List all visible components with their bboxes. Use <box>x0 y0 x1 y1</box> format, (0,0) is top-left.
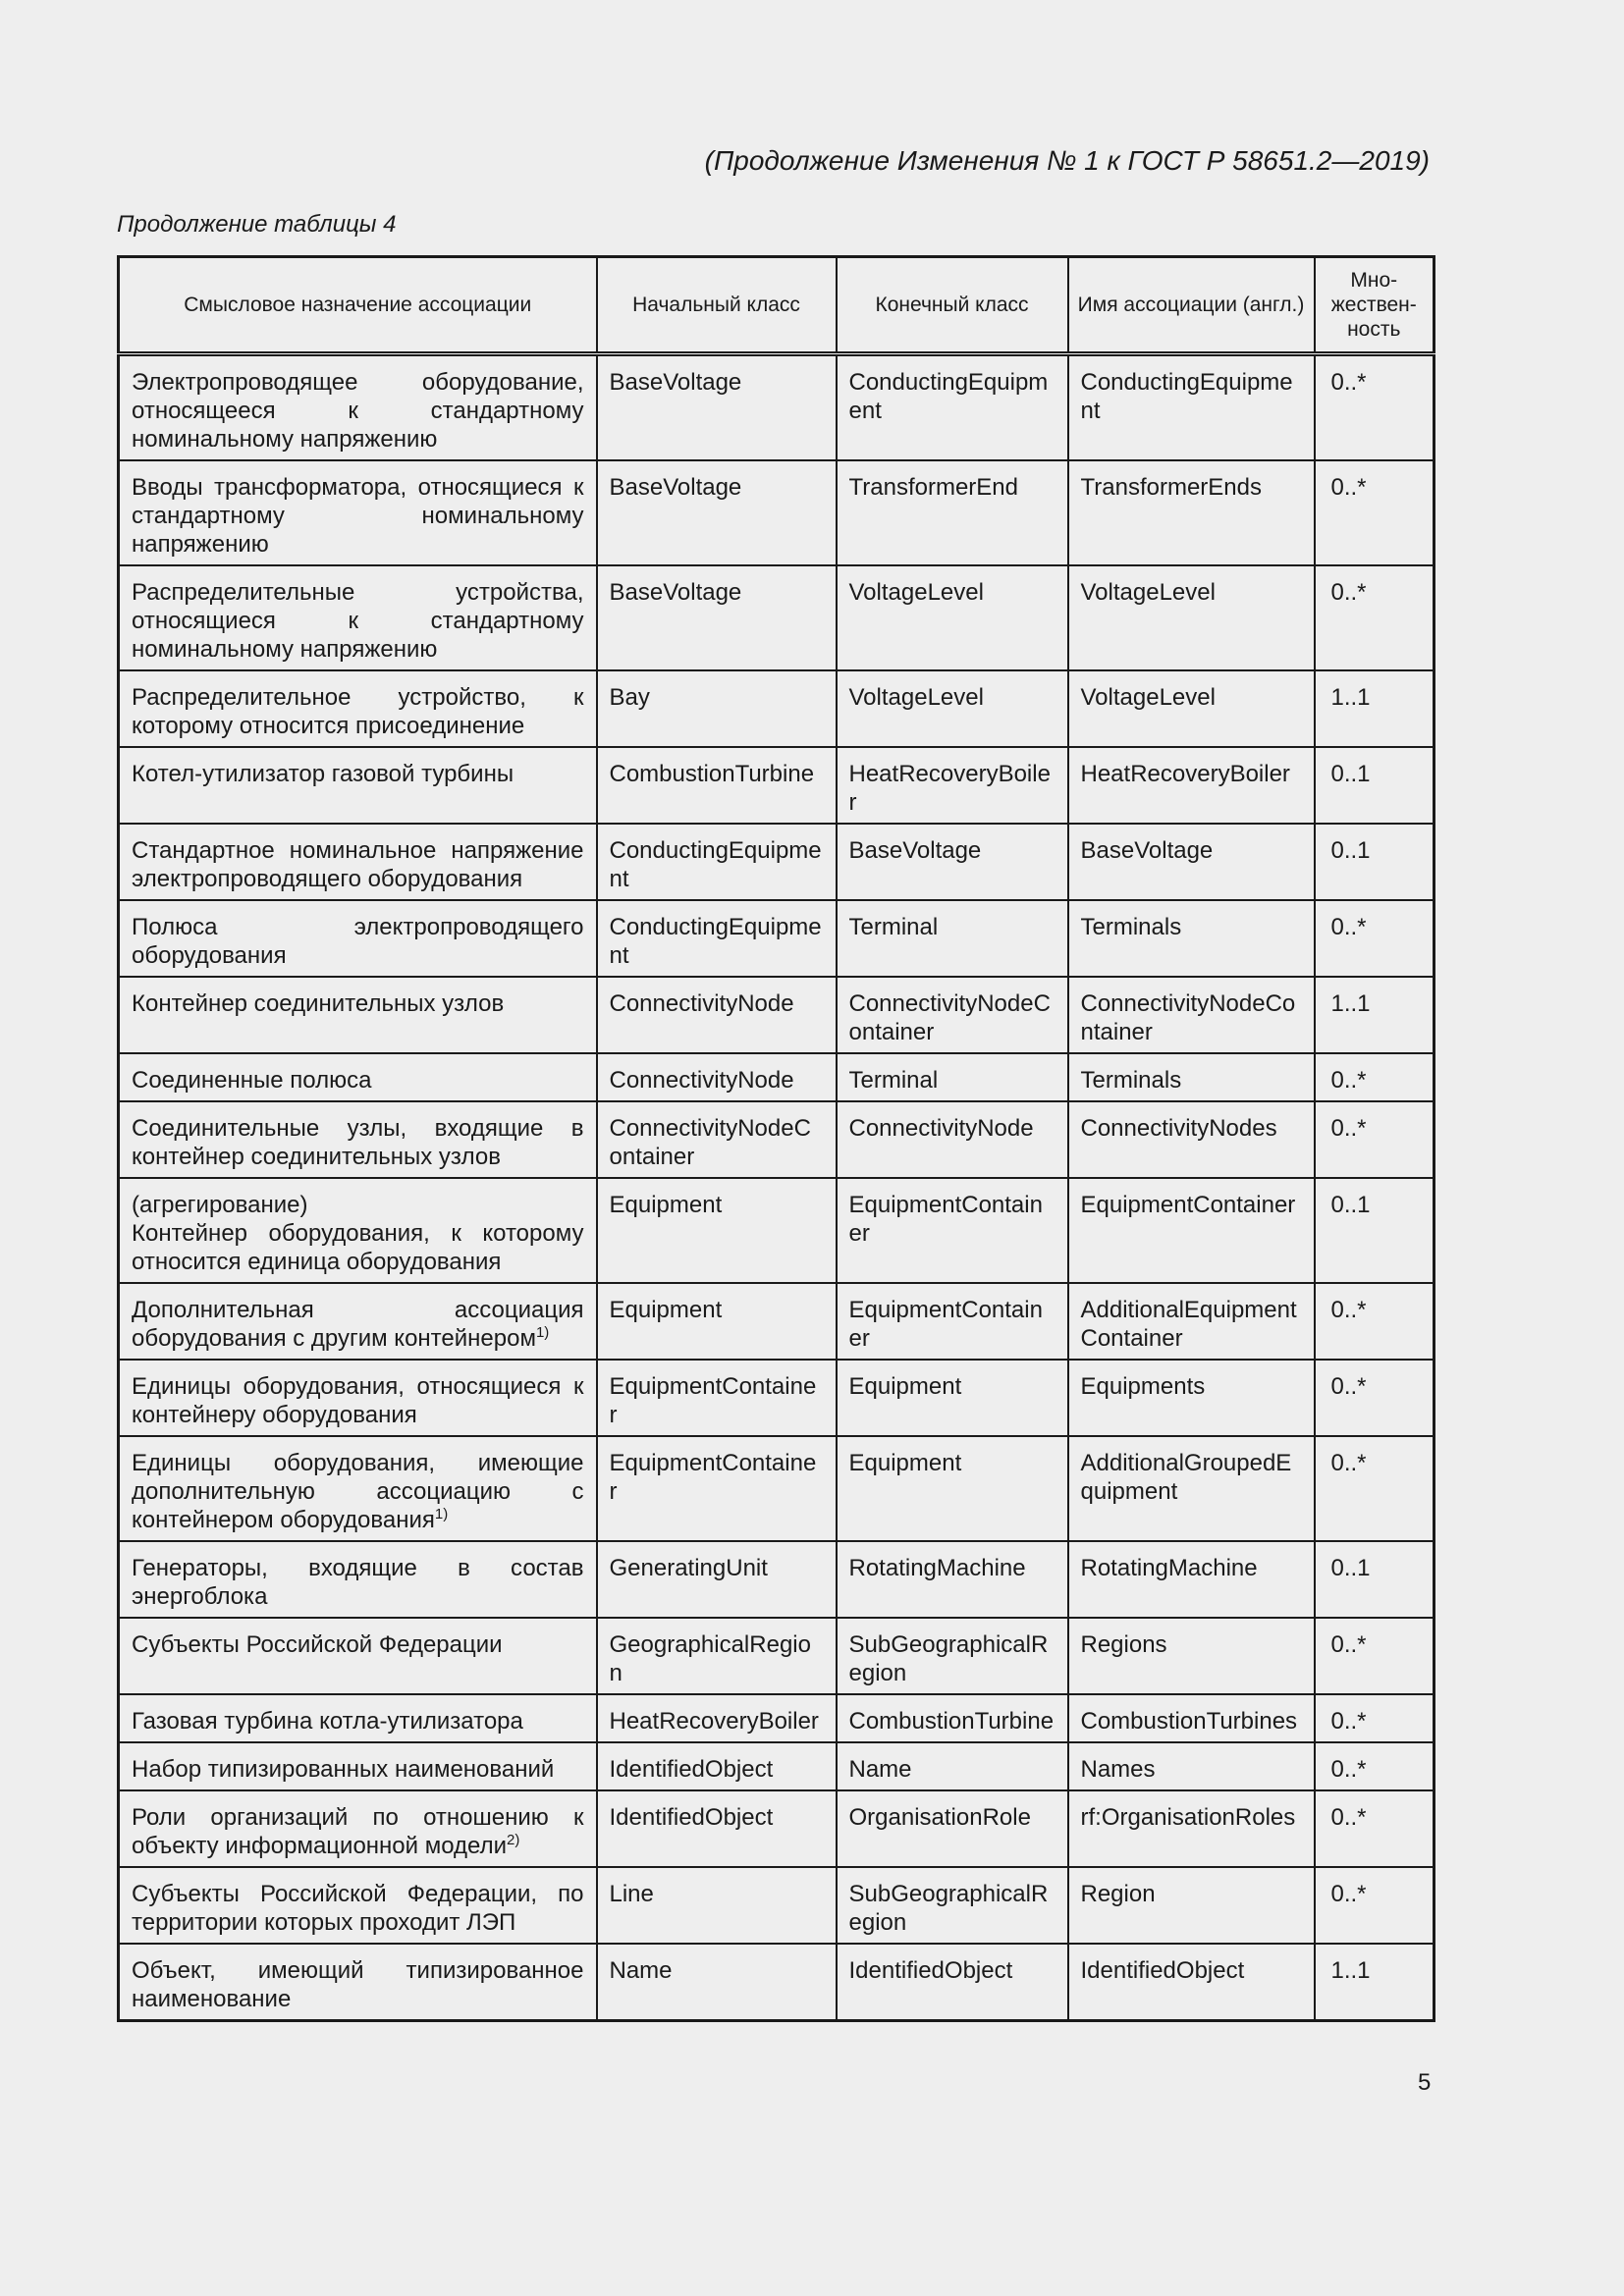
cell-association-name: ConductingEquipment <box>1068 354 1315 461</box>
cell-multiplicity: 0..1 <box>1315 1541 1435 1618</box>
purpose-text: Распределительные устройства, относящиеся к стандартному номинальному напряжению <box>132 579 584 663</box>
cell-multiplicity: 0..* <box>1315 1101 1435 1178</box>
table-row <box>119 670 1435 747</box>
cell-from-class: Bay <box>597 670 837 747</box>
cell-from-class: ConductingEquipment <box>597 900 837 977</box>
table-row <box>119 460 1435 565</box>
table-row <box>119 1178 1435 1283</box>
cell-multiplicity: 0..* <box>1315 1618 1435 1694</box>
cell-to-class: Equipment <box>837 1360 1068 1436</box>
table-row <box>119 1541 1435 1618</box>
cell-from-class: EquipmentContainer <box>597 1436 837 1541</box>
purpose-text: Дополнительная ассоциация оборудования с другим контейнером <box>132 1297 584 1352</box>
cell-multiplicity: 1..1 <box>1315 977 1435 1053</box>
cell-association-name: HeatRecoveryBoiler <box>1068 747 1315 824</box>
cell-from-class: BaseVoltage <box>597 354 837 461</box>
cell-from-class: Equipment <box>597 1178 837 1283</box>
cell-to-class: Name <box>837 1742 1068 1790</box>
purpose-text: Соединительные узлы, входящие в контейнер соединительных узлов <box>132 1115 584 1170</box>
cell-multiplicity: 1..1 <box>1315 670 1435 747</box>
cell-to-class: Equipment <box>837 1436 1068 1541</box>
cell-multiplicity: 0..* <box>1315 1867 1435 1944</box>
cell-association-name: AdditionalGroupedEquipment <box>1068 1436 1315 1541</box>
cell-association-name: Terminals <box>1068 900 1315 977</box>
cell-to-class: IdentifiedObject <box>837 1944 1068 2021</box>
cell-association-name: Equipments <box>1068 1360 1315 1436</box>
cell-purpose <box>119 1944 597 2021</box>
table-row <box>119 1742 1435 1790</box>
cell-from-class: Equipment <box>597 1283 837 1360</box>
cell-multiplicity: 0..1 <box>1315 747 1435 824</box>
cell-from-class: HeatRecoveryBoiler <box>597 1694 837 1742</box>
cell-to-class: HeatRecoveryBoiler <box>837 747 1068 824</box>
cell-association-name: ConnectivityNodes <box>1068 1101 1315 1178</box>
purpose-text: Стандартное номинальное напряжение электропроводящего оборудования <box>132 837 584 892</box>
cell-multiplicity: 0..* <box>1315 1283 1435 1360</box>
cell-from-class: EquipmentContainer <box>597 1360 837 1436</box>
cell-purpose <box>119 747 597 824</box>
cell-association-name: RotatingMachine <box>1068 1541 1315 1618</box>
footnote-marker: 1) <box>535 1324 550 1341</box>
cell-to-class: TransformerEnd <box>837 460 1068 565</box>
cell-purpose <box>119 1101 597 1178</box>
cell-from-class: Line <box>597 1867 837 1944</box>
table-header-row <box>119 257 1435 354</box>
table-row <box>119 354 1435 461</box>
cell-purpose <box>119 1360 597 1436</box>
purpose-text: Контейнер соединительных узлов <box>132 990 505 1017</box>
cell-to-class: OrganisationRole <box>837 1790 1068 1867</box>
table-row <box>119 1790 1435 1867</box>
cell-multiplicity: 0..1 <box>1315 824 1435 900</box>
column-header-multiplicity: Мно-жествен-ность <box>1315 257 1435 354</box>
cell-association-name: Terminals <box>1068 1053 1315 1101</box>
footnote-marker: 1) <box>434 1506 449 1522</box>
cell-multiplicity: 0..* <box>1315 1742 1435 1790</box>
cell-purpose <box>119 1541 597 1618</box>
cell-association-name: rf:OrganisationRoles <box>1068 1790 1315 1867</box>
cell-association-name: VoltageLevel <box>1068 670 1315 747</box>
cell-purpose <box>119 1178 597 1283</box>
cell-multiplicity: 0..* <box>1315 1790 1435 1867</box>
purpose-text: Распределительное устройство, к которому относится присоединение <box>132 684 584 739</box>
cell-purpose <box>119 1053 597 1101</box>
table-row <box>119 1867 1435 1944</box>
cell-association-name: IdentifiedObject <box>1068 1944 1315 2021</box>
purpose-text: Генераторы, входящие в состав энергоблока <box>132 1555 584 1610</box>
cell-from-class: ConnectivityNode <box>597 977 837 1053</box>
column-header-to-class: Конечный класс <box>837 257 1068 354</box>
cell-from-class: ConductingEquipment <box>597 824 837 900</box>
purpose-text: Вводы трансформатора, относящиеся к стандартному номинальному напряжению <box>132 474 584 558</box>
cell-purpose <box>119 1742 597 1790</box>
cell-to-class: ConductingEquipment <box>837 354 1068 461</box>
table-row <box>119 1944 1435 2021</box>
cell-purpose <box>119 565 597 670</box>
cell-to-class: ConnectivityNodeContainer <box>837 977 1068 1053</box>
column-header-association-name: Имя ассоциации (англ.) <box>1068 257 1315 354</box>
cell-multiplicity: 0..1 <box>1315 1178 1435 1283</box>
footnote-marker: 2) <box>507 1832 520 1848</box>
cell-purpose <box>119 824 597 900</box>
cell-to-class: BaseVoltage <box>837 824 1068 900</box>
purpose-text: Набор типизированных наименований <box>132 1756 555 1783</box>
cell-purpose <box>119 1867 597 1944</box>
cell-from-class: BaseVoltage <box>597 565 837 670</box>
table-body <box>119 354 1435 2021</box>
table-row <box>119 900 1435 977</box>
cell-multiplicity: 0..* <box>1315 460 1435 565</box>
column-header-purpose: Смысловое назначение ассоциации <box>119 257 597 354</box>
cell-to-class: EquipmentContainer <box>837 1178 1068 1283</box>
cell-multiplicity: 0..* <box>1315 565 1435 670</box>
table-row <box>119 1360 1435 1436</box>
cell-association-name: CombustionTurbines <box>1068 1694 1315 1742</box>
cell-from-class: Name <box>597 1944 837 2021</box>
purpose-text: Единицы оборудования, относящиеся к контейнеру оборудования <box>132 1373 584 1428</box>
purpose-text: Субъекты Российской Федерации <box>132 1631 503 1658</box>
cell-association-name: ConnectivityNodeContainer <box>1068 977 1315 1053</box>
purpose-text: (агрегирование) <box>132 1192 308 1218</box>
cell-purpose <box>119 1618 597 1694</box>
cell-from-class: IdentifiedObject <box>597 1790 837 1867</box>
purpose-text: Субъекты Российской Федерации, по территории которых проходит ЛЭП <box>132 1881 584 1936</box>
association-table <box>117 255 1435 2022</box>
cell-association-name: EquipmentContainer <box>1068 1178 1315 1283</box>
table-row <box>119 1436 1435 1541</box>
cell-purpose <box>119 460 597 565</box>
purpose-text: Объект, имеющий типизированное наименование <box>132 1957 584 2012</box>
purpose-text: Полюса электропроводящего оборудования <box>132 914 584 969</box>
cell-from-class: GeneratingUnit <box>597 1541 837 1618</box>
cell-association-name: Region <box>1068 1867 1315 1944</box>
cell-to-class: Terminal <box>837 900 1068 977</box>
page-number: 5 <box>1418 2069 1432 2096</box>
column-header-from-class: Начальный класс <box>597 257 837 354</box>
cell-multiplicity: 0..* <box>1315 1360 1435 1436</box>
cell-to-class: CombustionTurbine <box>837 1694 1068 1742</box>
cell-multiplicity: 0..* <box>1315 1053 1435 1101</box>
purpose-text: Электропроводящее оборудование, относящееся к стандартному номинальному напряжению <box>132 369 584 453</box>
table-caption: Продолжение таблицы 4 <box>117 211 397 238</box>
purpose-text: Контейнер оборудования, к которому относится единица оборудования <box>132 1220 584 1275</box>
cell-association-name: BaseVoltage <box>1068 824 1315 900</box>
purpose-text: Роли организаций по отношению к объекту информационной модели <box>132 1804 584 1859</box>
cell-to-class: SubGeographicalRegion <box>837 1867 1068 1944</box>
purpose-text: Газовая турбина котла-утилизатора <box>132 1708 523 1735</box>
table-row <box>119 824 1435 900</box>
cell-purpose <box>119 670 597 747</box>
cell-purpose <box>119 1790 597 1867</box>
cell-association-name: AdditionalEquipmentContainer <box>1068 1283 1315 1360</box>
cell-from-class: CombustionTurbine <box>597 747 837 824</box>
table-row <box>119 1694 1435 1742</box>
cell-to-class: SubGeographicalRegion <box>837 1618 1068 1694</box>
table-row <box>119 565 1435 670</box>
cell-multiplicity: 0..* <box>1315 354 1435 461</box>
cell-to-class: Terminal <box>837 1053 1068 1101</box>
cell-to-class: EquipmentContainer <box>837 1283 1068 1360</box>
cell-purpose <box>119 977 597 1053</box>
table-row <box>119 1618 1435 1694</box>
cell-association-name: TransformerEnds <box>1068 460 1315 565</box>
cell-purpose <box>119 1436 597 1541</box>
cell-from-class: ConnectivityNode <box>597 1053 837 1101</box>
cell-from-class: IdentifiedObject <box>597 1742 837 1790</box>
table-row <box>119 1283 1435 1360</box>
cell-multiplicity: 0..* <box>1315 900 1435 977</box>
document-header: (Продолжение Изменения № 1 к ГОСТ Р 58651.2—2019) <box>704 145 1430 176</box>
cell-from-class: BaseVoltage <box>597 460 837 565</box>
cell-purpose <box>119 1694 597 1742</box>
cell-purpose <box>119 1283 597 1360</box>
cell-from-class: GeographicalRegion <box>597 1618 837 1694</box>
table-row <box>119 977 1435 1053</box>
table-row <box>119 747 1435 824</box>
table-row <box>119 1053 1435 1101</box>
cell-multiplicity: 0..* <box>1315 1436 1435 1541</box>
cell-purpose <box>119 354 597 461</box>
purpose-text: Единицы оборудования, имеющие дополнительную ассоциацию с контейнером оборудования <box>132 1450 584 1533</box>
purpose-text: Соединенные полюса <box>132 1067 372 1094</box>
cell-from-class: ConnectivityNodeContainer <box>597 1101 837 1178</box>
cell-association-name: Regions <box>1068 1618 1315 1694</box>
purpose-text: Котел-утилизатор газовой турбины <box>132 761 514 787</box>
cell-purpose <box>119 900 597 977</box>
cell-association-name: Names <box>1068 1742 1315 1790</box>
cell-to-class: VoltageLevel <box>837 565 1068 670</box>
cell-to-class: VoltageLevel <box>837 670 1068 747</box>
cell-multiplicity: 1..1 <box>1315 1944 1435 2021</box>
cell-multiplicity: 0..* <box>1315 1694 1435 1742</box>
cell-to-class: ConnectivityNode <box>837 1101 1068 1178</box>
table-row <box>119 1101 1435 1178</box>
cell-to-class: RotatingMachine <box>837 1541 1068 1618</box>
cell-association-name: VoltageLevel <box>1068 565 1315 670</box>
